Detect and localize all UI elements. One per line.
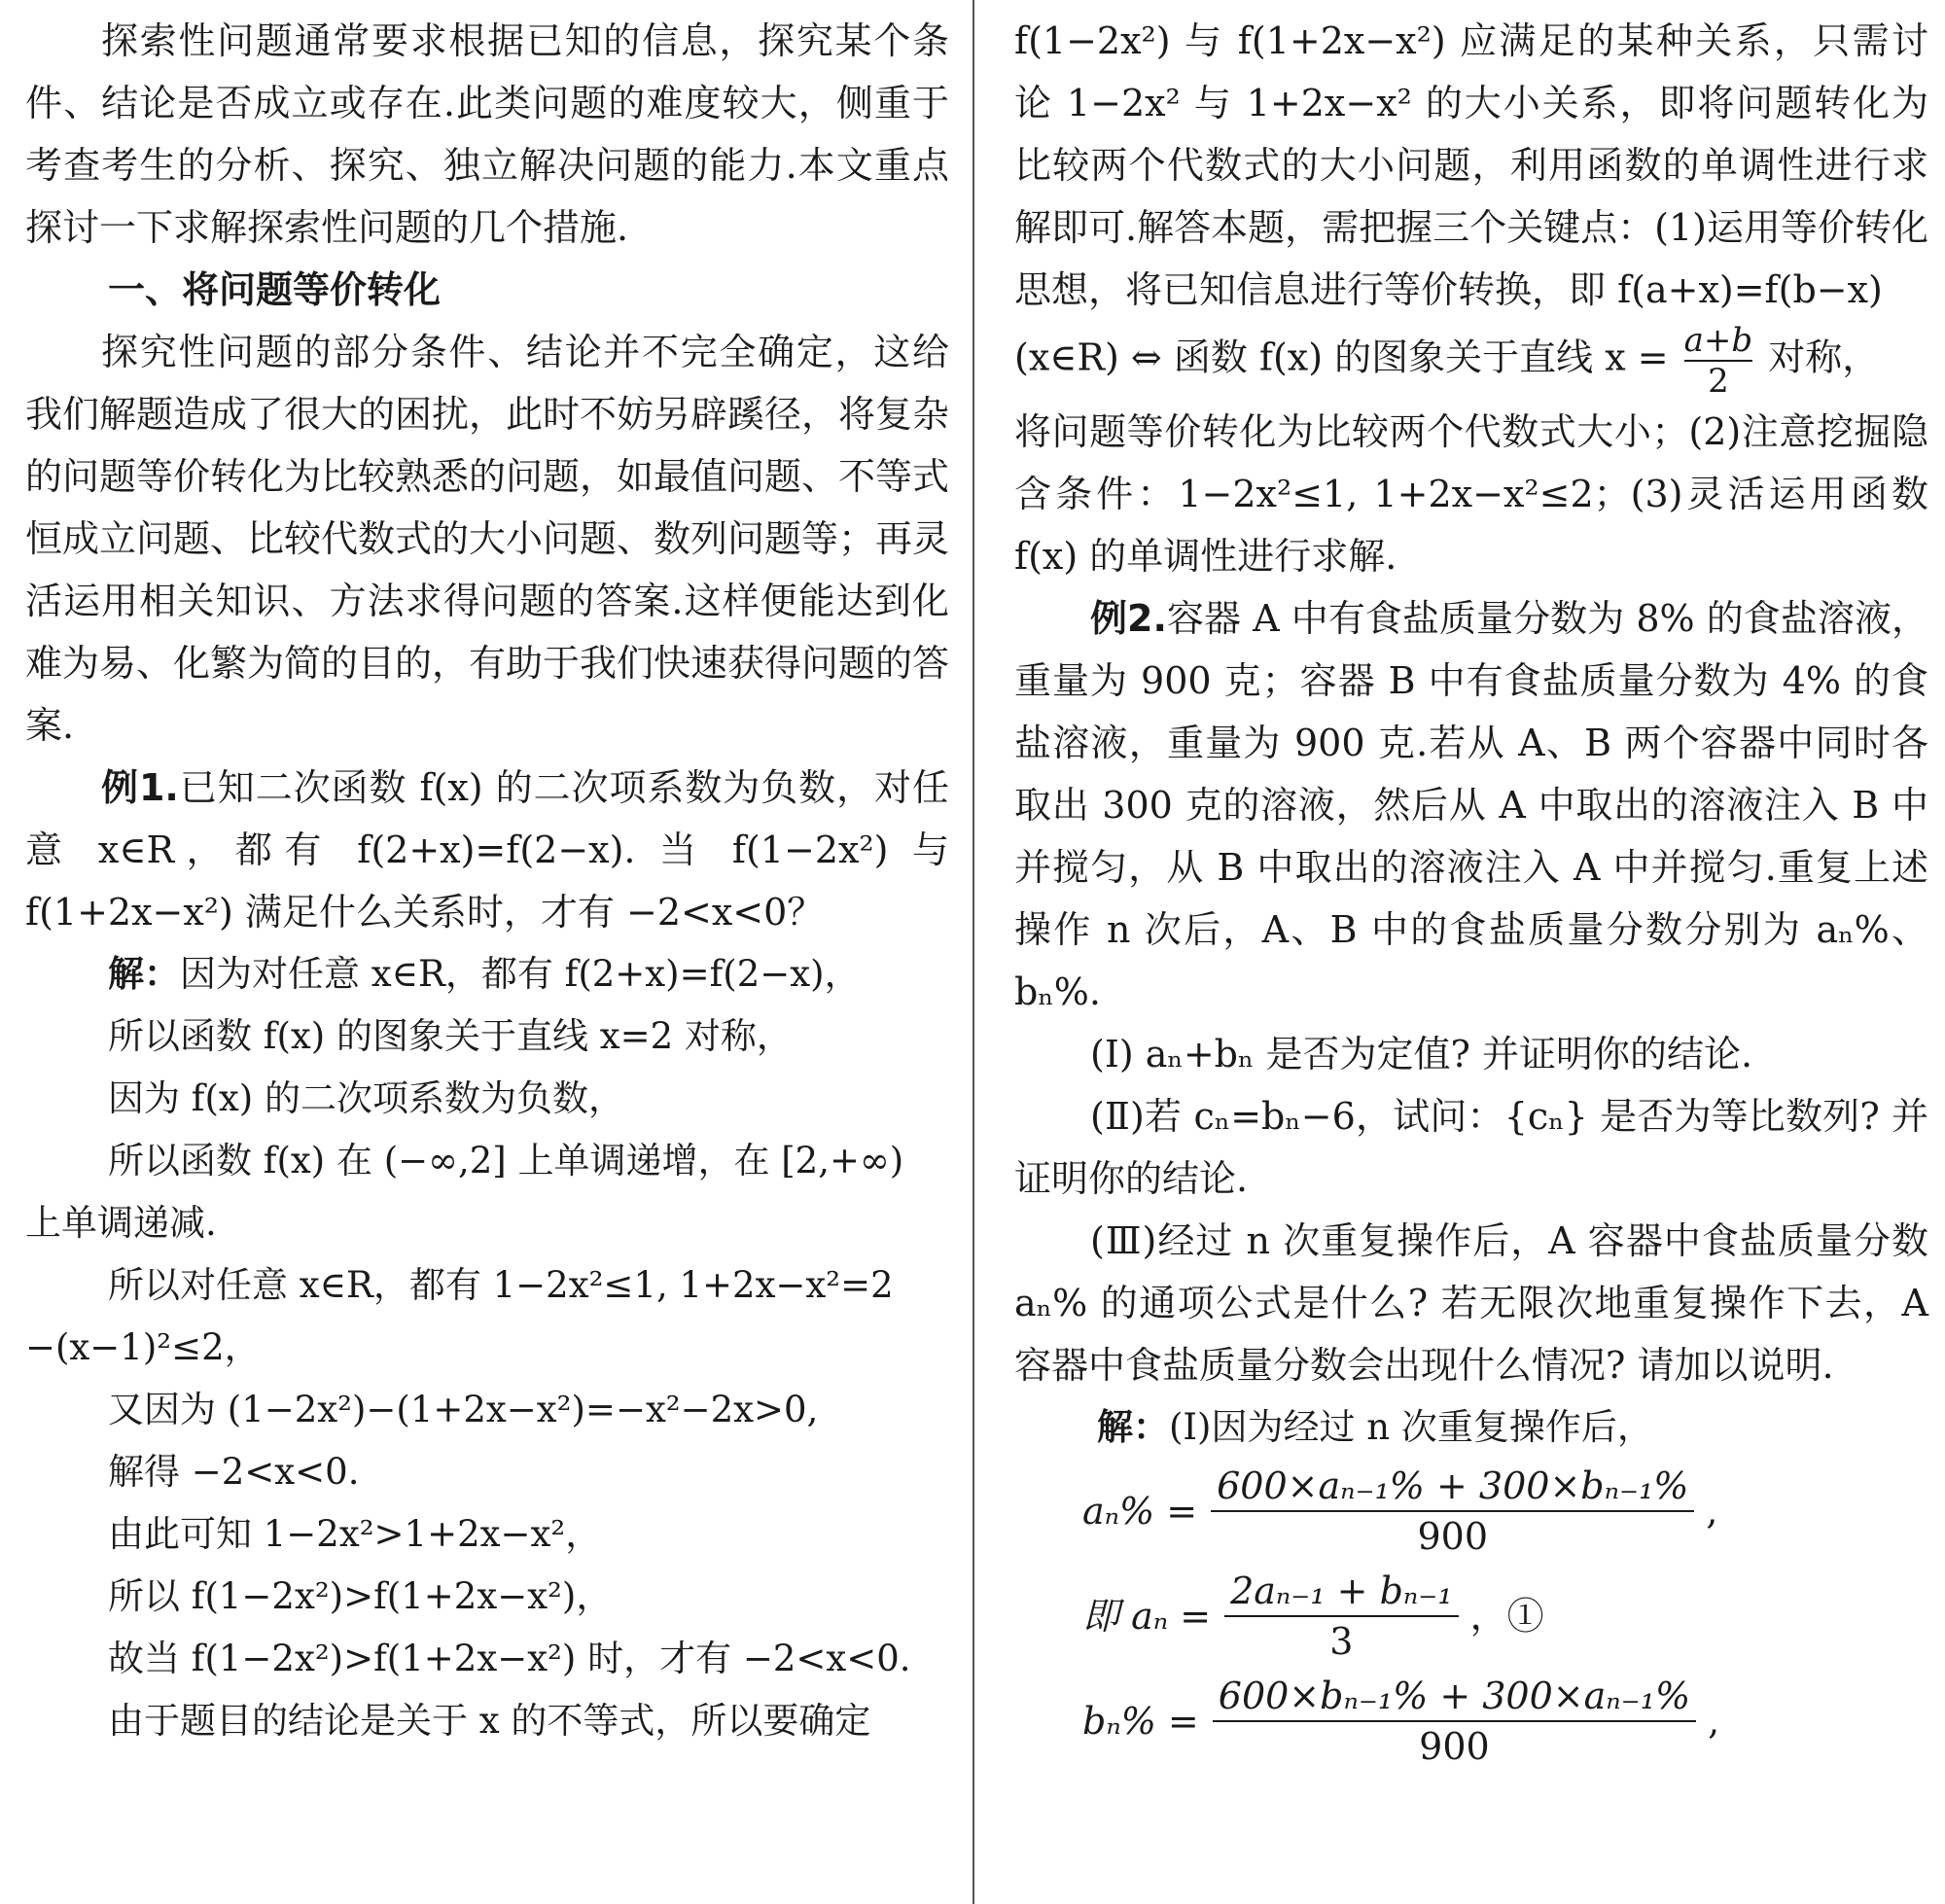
solution-line: 因为 f(x) 的二次项系数为负数， (108, 1077, 624, 1119)
fraction-numerator: a+b (1683, 321, 1753, 360)
formula-denominator: 900 (1417, 1515, 1489, 1558)
formula-numerator: 600×aₙ₋₁% + 300×bₙ₋₁% (1217, 1464, 1689, 1507)
solution-line: 所以函数 f(x) 的图象关于直线 x=2 对称， (108, 1015, 793, 1057)
formula-lhs: 即 aₙ = (1082, 1595, 1212, 1638)
formula-lhs: aₙ% = (1082, 1490, 1198, 1533)
formula-fraction (1224, 1569, 1459, 1664)
column-divider (972, 0, 974, 1904)
solution-2-label: 解： (1097, 1406, 1169, 1448)
right-column (1014, 10, 1928, 1774)
summary-paragraph: 将问题等价转化为比较两个代数式大小；(2)注意挖掘隐含条件：1−2x²≤1, 1+2x−x²≤2；(3)灵活运用函数 f(x) 的单调性进行求解. (1014, 410, 1928, 578)
solution-line: 故当 f(1−2x²)>f(1+2x−x²) 时，才有 −2<x<0. (108, 1638, 911, 1679)
formula-a-n-percent (1014, 1459, 1928, 1564)
symmetry-text-a: (x∈R) ⇔ 函数 f(x) 的图象关于直线 x = (1014, 335, 1669, 379)
symmetry-fraction (1684, 321, 1753, 401)
solution-2-line (1014, 1396, 1928, 1459)
example-2-label: 例2. (1090, 597, 1167, 640)
formula-a-n (1014, 1564, 1928, 1669)
symmetry-text-b: 对称， (1768, 335, 1880, 379)
solution-line: 所以函数 f(x) 在 (−∞,2] 上单调递增，在 [2,+∞) (108, 1140, 904, 1181)
formula-lhs: bₙ% = (1082, 1700, 1199, 1743)
question-1: (Ⅰ) aₙ+bₙ 是否为定值? 并证明你的结论. (1090, 1033, 1753, 1075)
solution-label: 解： (108, 953, 180, 995)
formula-numerator: 2aₙ₋₁ + bₙ₋₁ (1230, 1569, 1453, 1612)
example-1-label: 例1. (101, 766, 179, 809)
formula-tail: ，① (1469, 1595, 1544, 1638)
formula-tail: , (1708, 1700, 1720, 1743)
solution-text: 因为对任意 x∈R，都有 f(2+x)=f(2−x)， (180, 953, 861, 995)
example-1 (25, 757, 949, 943)
section-paragraph: 探究性问题的部分条件、结论并不完全确定，这给我们解题造成了很大的困扰，此时不妨另辟蹊径，将复杂的问题等价转化为比较熟悉的问题，如最值问题、不等式恒成立问题、比较代数式的大小问题、数列问题等；再灵活运用相关知识、方法求得问题的答案.这样便能达到化难为易、化繁为简的目的，有助于我们快速获得问题的答案. (25, 331, 950, 747)
continued-paragraph: f(1−2x²) 与 f(1+2x−x²) 应满足的某种关系，只需讨论 1−2x² 与 1+2x−x² 的大小关系，即将问题转化为比较两个代数式的大小问题，利用函数的单调性进行求解即可.解答本题，需把握三个关键点：(1)运用等价转化思想，将已知信息进行等价转换，即 f(a+x)=f(b−x) (1014, 19, 1928, 311)
intro-paragraph: 探索性问题通常要求根据已知的信息，探究某个条件、结论是否成立或存在.此类问题的难度较大，侧重于考查考生的分析、探究、独立解决问题的能力.本文重点探讨一下求解探索性问题的几个措施. (25, 19, 949, 249)
solution-2-text: (Ⅰ)因为经过 n 次重复操作后， (1169, 1406, 1653, 1448)
example-2-text: 容器 A 中有食盐质量分数为 8% 的食盐溶液，重量为 900 克；容器 B 中有食盐质量分数为 4% 的食盐溶液，重量为 900 克.若从 A、B 两个容器中同时各取出 300 克的溶液，然后从 A 中取出的溶液注入 B 中并搅匀，从 B 中取出的溶液注入 A 中并搅匀.重复上述操作 n 次后，A、B 中的食盐质量分数分别为 aₙ%、bₙ%. (1014, 597, 1928, 1013)
solution-line: 又因为 (1−2x²)−(1+2x−x²)=−x²−2x>0, (108, 1389, 819, 1430)
symmetry-line (1014, 321, 1928, 401)
solution-line: 由此可知 1−2x²>1+2x−x²， (108, 1513, 602, 1555)
question-3: (Ⅲ)经过 n 次重复操作后，A 容器中食盐质量分数 aₙ% 的通项公式是什么? 若无限次地重复操作下去，A 容器中食盐质量分数会出现什么情况? 请加以说明. (1014, 1219, 1928, 1387)
formula-denominator: 900 (1419, 1725, 1490, 1768)
formula-tail: , (1706, 1490, 1718, 1533)
formula-numerator: 600×bₙ₋₁% + 300×aₙ₋₁% (1218, 1675, 1691, 1717)
section-heading: 一、将问题等价转化 (108, 268, 442, 311)
formula-fraction (1211, 1463, 1694, 1559)
solution-line: 解得 −2<x<0. (108, 1451, 360, 1493)
solution-line: 所以 f(1−2x²)>f(1+2x−x²)， (108, 1575, 613, 1617)
fraction-denominator: 2 (1708, 362, 1729, 401)
example-2 (1014, 587, 1928, 1023)
formula-b-n-percent (1014, 1669, 1928, 1774)
formula-denominator: 3 (1329, 1620, 1354, 1663)
example-1-text: 已知二次函数 f(x) 的二次项系数为负数，对任意 x∈R，都有 f(2+x)=f(2−x). 当 f(1−2x²) 与 f(1+2x−x²) 满足什么关系时，才有 −2<x<0？ (25, 766, 949, 934)
formula-fraction (1213, 1674, 1696, 1769)
left-column (25, 10, 949, 1752)
solution-line (25, 943, 949, 1005)
solution-line: 由于题目的结论是关于 x 的不等式，所以要确定 (108, 1700, 871, 1742)
question-2: (Ⅱ)若 cₙ=bₙ−6，试问：{cₙ} 是否为等比数列? 并证明你的结论. (1014, 1095, 1928, 1200)
solution-line: 所以对任意 x∈R，都有 1−2x²≤1, 1+2x−x²=2 (108, 1264, 894, 1306)
solution-line: −(x−1)²≤2， (25, 1326, 261, 1368)
solution-line: 上单调递减. (25, 1202, 217, 1244)
